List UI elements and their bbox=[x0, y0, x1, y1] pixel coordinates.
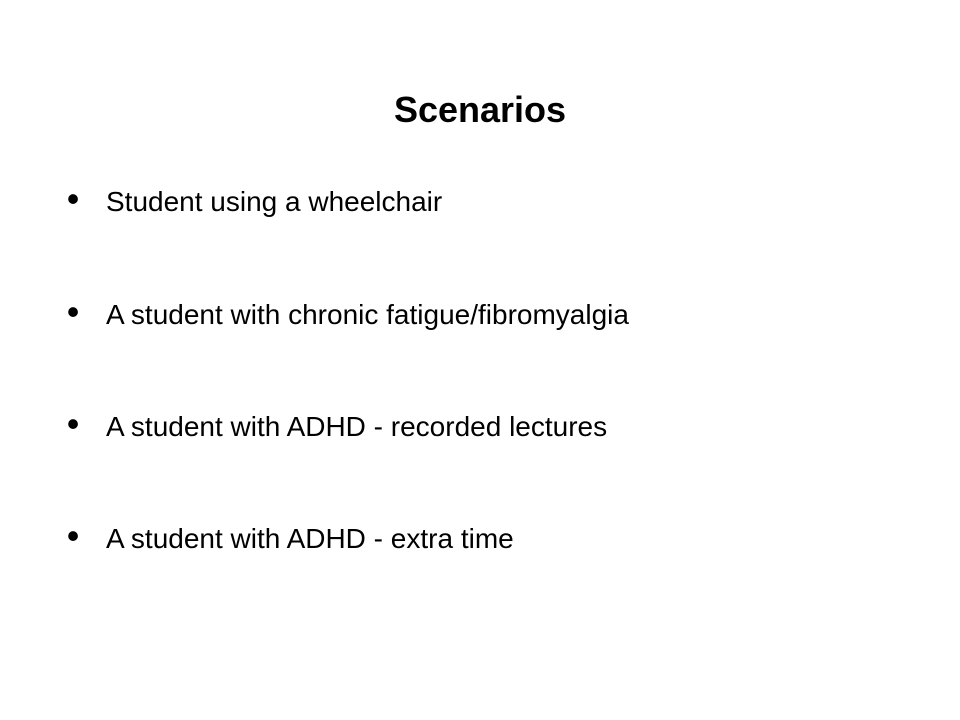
bullet-dot-icon: • bbox=[66, 403, 80, 444]
bullet-item bbox=[60, 515, 920, 568]
bullet-text: A student with ADHD - recorded lectures bbox=[106, 411, 608, 442]
bullet-item bbox=[60, 291, 920, 344]
bullet-dot-icon: • bbox=[66, 291, 80, 332]
bullet-item bbox=[60, 178, 920, 231]
bullet-text: A student with ADHD - extra time bbox=[106, 523, 514, 554]
bullet-text: Student using a wheelchair bbox=[106, 186, 443, 217]
slide-title: Scenarios bbox=[393, 89, 567, 130]
bullet-dot-icon: • bbox=[66, 515, 80, 556]
bullet-text: A student with chronic fatigue/fibromyalgia bbox=[106, 299, 629, 330]
bullet-dot-icon: • bbox=[66, 178, 80, 219]
bullet-item bbox=[60, 403, 920, 456]
